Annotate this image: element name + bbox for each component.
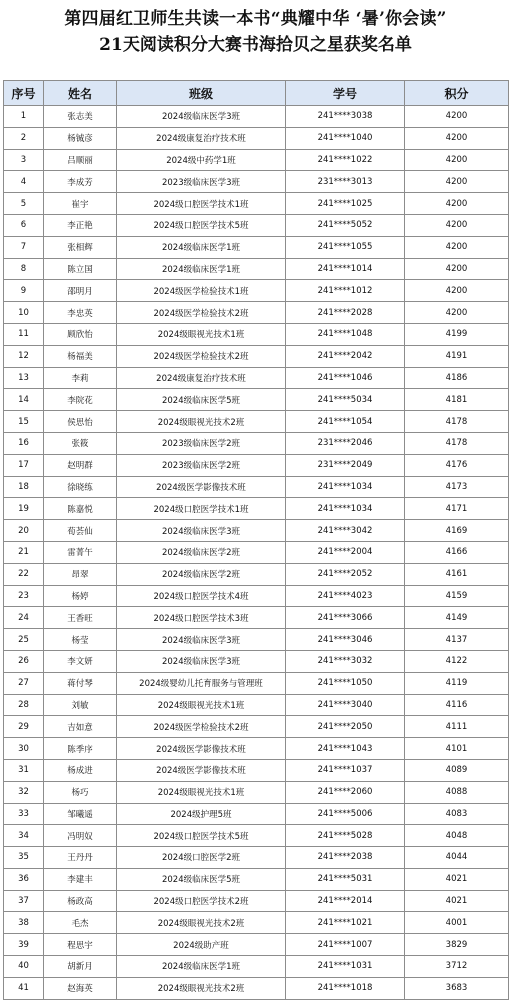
- cell-student-id: 241****1031: [286, 956, 405, 978]
- cell-student-id: 241****1014: [286, 258, 405, 280]
- cell-class: 2024级医学检验技术1班: [117, 280, 286, 302]
- cell-class: 2024级眼视光技术1班: [117, 323, 286, 345]
- header-class: 班级: [117, 81, 286, 106]
- cell-name: 杨政高: [44, 890, 117, 912]
- table-row: [4, 432, 509, 454]
- table-row: [4, 498, 509, 520]
- cell-name: 李建丰: [44, 868, 117, 890]
- table-row: [4, 345, 509, 367]
- cell-class: 2024级医学检验技术2班: [117, 345, 286, 367]
- cell-student-id: 241****2050: [286, 716, 405, 738]
- cell-student-id: 241****5028: [286, 825, 405, 847]
- cell-index: 17: [4, 454, 44, 476]
- cell-student-id: 241****1050: [286, 672, 405, 694]
- table-row: [4, 171, 509, 193]
- cell-index: 41: [4, 977, 44, 999]
- table-row: [4, 759, 509, 781]
- cell-name: 毛杰: [44, 912, 117, 934]
- cell-name: 赵明群: [44, 454, 117, 476]
- cell-score: 4083: [405, 803, 509, 825]
- header-index: 序号: [4, 81, 44, 106]
- cell-class: 2024级眼视光技术1班: [117, 694, 286, 716]
- cell-index: 4: [4, 171, 44, 193]
- cell-name: 李成芳: [44, 171, 117, 193]
- cell-student-id: 231****2046: [286, 432, 405, 454]
- table-row: [4, 956, 509, 978]
- table-row: [4, 236, 509, 258]
- cell-class: 2024级口腔医学技术1班: [117, 193, 286, 215]
- cell-class: 2024级医学检验技术2班: [117, 302, 286, 324]
- cell-class: 2024级医学影像技术班: [117, 476, 286, 498]
- cell-index: 19: [4, 498, 44, 520]
- cell-index: 26: [4, 650, 44, 672]
- table-row: [4, 934, 509, 956]
- cell-name: 胡新月: [44, 956, 117, 978]
- table-row: [4, 716, 509, 738]
- cell-student-id: 241****1048: [286, 323, 405, 345]
- table-row: [4, 476, 509, 498]
- table-row: [4, 847, 509, 869]
- table-row: [4, 389, 509, 411]
- cell-name: 徐晓练: [44, 476, 117, 498]
- cell-score: 4048: [405, 825, 509, 847]
- cell-score: 4101: [405, 738, 509, 760]
- cell-index: 24: [4, 607, 44, 629]
- table-row: [4, 563, 509, 585]
- cell-index: 40: [4, 956, 44, 978]
- cell-score: 4089: [405, 759, 509, 781]
- cell-name: 吕顺丽: [44, 149, 117, 171]
- cell-name: 李莉: [44, 367, 117, 389]
- cell-name: 陈季序: [44, 738, 117, 760]
- cell-name: 冯明奴: [44, 825, 117, 847]
- cell-score: 4116: [405, 694, 509, 716]
- cell-index: 13: [4, 367, 44, 389]
- cell-class: 2024级助产班: [117, 934, 286, 956]
- table-row: [4, 694, 509, 716]
- table-row: [4, 280, 509, 302]
- cell-name: 张筱: [44, 432, 117, 454]
- cell-score: 4021: [405, 890, 509, 912]
- table-row: [4, 323, 509, 345]
- cell-score: 4161: [405, 563, 509, 585]
- cell-student-id: 241****5034: [286, 389, 405, 411]
- cell-class: 2024级口腔医学技术5班: [117, 825, 286, 847]
- table-row: [4, 803, 509, 825]
- cell-score: 4166: [405, 541, 509, 563]
- cell-score: 4149: [405, 607, 509, 629]
- cell-student-id: 241****1018: [286, 977, 405, 999]
- cell-name: 王丹丹: [44, 847, 117, 869]
- table-row: [4, 367, 509, 389]
- cell-index: 21: [4, 541, 44, 563]
- cell-class: 2024级口腔医学技术5班: [117, 214, 286, 236]
- cell-name: 邹曦遥: [44, 803, 117, 825]
- cell-class: 2024级医学影像技术班: [117, 738, 286, 760]
- cell-name: 昂翠: [44, 563, 117, 585]
- cell-class: 2024级口腔医学技术4班: [117, 585, 286, 607]
- cell-name: 张相辉: [44, 236, 117, 258]
- table-row: [4, 629, 509, 651]
- cell-score: 4159: [405, 585, 509, 607]
- cell-index: 25: [4, 629, 44, 651]
- cell-score: 3712: [405, 956, 509, 978]
- cell-student-id: 241****3038: [286, 106, 405, 128]
- cell-score: 4200: [405, 106, 509, 128]
- cell-index: 7: [4, 236, 44, 258]
- table-row: [4, 781, 509, 803]
- table-row: [4, 868, 509, 890]
- cell-score: 4200: [405, 127, 509, 149]
- cell-class: 2024级临床医学5班: [117, 868, 286, 890]
- cell-student-id: 241****1022: [286, 149, 405, 171]
- cell-class: 2024级康复治疗技术班: [117, 127, 286, 149]
- cell-student-id: 241****1040: [286, 127, 405, 149]
- cell-student-id: 241****3040: [286, 694, 405, 716]
- cell-student-id: 241****2060: [286, 781, 405, 803]
- cell-class: 2024级临床医学3班: [117, 106, 286, 128]
- table-row: [4, 214, 509, 236]
- cell-class: 2024级临床医学3班: [117, 629, 286, 651]
- cell-class: 2024级医学影像技术班: [117, 759, 286, 781]
- cell-student-id: 241****1012: [286, 280, 405, 302]
- cell-class: 2024级临床医学2班: [117, 563, 286, 585]
- cell-index: 27: [4, 672, 44, 694]
- cell-score: 3683: [405, 977, 509, 999]
- cell-score: 4199: [405, 323, 509, 345]
- cell-class: 2024级医学检验技术2班: [117, 716, 286, 738]
- title-line-2: 21天阅读积分大赛书海拾贝之星获奖名单: [99, 35, 412, 55]
- table-row: [4, 541, 509, 563]
- cell-class: 2024级眼视光技术2班: [117, 977, 286, 999]
- cell-index: 1: [4, 106, 44, 128]
- cell-student-id: 241****2042: [286, 345, 405, 367]
- table-row: [4, 258, 509, 280]
- cell-student-id: 241****1021: [286, 912, 405, 934]
- cell-name: 荀荟仙: [44, 520, 117, 542]
- cell-index: 18: [4, 476, 44, 498]
- cell-index: 33: [4, 803, 44, 825]
- cell-index: 36: [4, 868, 44, 890]
- cell-class: 2023级临床医学2班: [117, 454, 286, 476]
- cell-class: 2024级临床医学3班: [117, 650, 286, 672]
- cell-student-id: 231****3013: [286, 171, 405, 193]
- cell-student-id: 231****2049: [286, 454, 405, 476]
- cell-index: 32: [4, 781, 44, 803]
- cell-name: 李院花: [44, 389, 117, 411]
- cell-student-id: 241****1007: [286, 934, 405, 956]
- cell-index: 11: [4, 323, 44, 345]
- cell-class: 2024级口腔医学技术3班: [117, 607, 286, 629]
- document-title: [0, 0, 511, 58]
- cell-score: 4200: [405, 302, 509, 324]
- cell-student-id: 241****2004: [286, 541, 405, 563]
- cell-score: 4200: [405, 171, 509, 193]
- cell-name: 杨铖彦: [44, 127, 117, 149]
- cell-index: 10: [4, 302, 44, 324]
- cell-name: 赵海英: [44, 977, 117, 999]
- table-row: [4, 520, 509, 542]
- cell-index: 29: [4, 716, 44, 738]
- table-row: [4, 149, 509, 171]
- cell-class: 2024级口腔医学2班: [117, 847, 286, 869]
- cell-score: 4137: [405, 629, 509, 651]
- cell-score: 4200: [405, 214, 509, 236]
- cell-class: 2024级临床医学1班: [117, 956, 286, 978]
- cell-student-id: 241****1034: [286, 476, 405, 498]
- cell-student-id: 241****5006: [286, 803, 405, 825]
- cell-name: 李文妍: [44, 650, 117, 672]
- cell-name: 杨婷: [44, 585, 117, 607]
- cell-name: 杨福美: [44, 345, 117, 367]
- cell-score: 4200: [405, 193, 509, 215]
- title-line-1: 第四届红卫师生共读一本书“典耀中华 ‘暑’你会读”: [64, 9, 447, 29]
- cell-class: 2023级临床医学2班: [117, 432, 286, 454]
- cell-index: 12: [4, 345, 44, 367]
- cell-class: 2024级临床医学2班: [117, 541, 286, 563]
- cell-index: 34: [4, 825, 44, 847]
- cell-index: 20: [4, 520, 44, 542]
- cell-name: 程思宇: [44, 934, 117, 956]
- cell-class: 2024级康复治疗技术班: [117, 367, 286, 389]
- cell-index: 3: [4, 149, 44, 171]
- cell-score: 4111: [405, 716, 509, 738]
- cell-score: 4200: [405, 280, 509, 302]
- cell-student-id: 241****1034: [286, 498, 405, 520]
- table-row: [4, 738, 509, 760]
- cell-name: 顾欣怡: [44, 323, 117, 345]
- cell-student-id: 241****5031: [286, 868, 405, 890]
- cell-name: 吉如意: [44, 716, 117, 738]
- cell-index: 30: [4, 738, 44, 760]
- cell-index: 37: [4, 890, 44, 912]
- cell-index: 31: [4, 759, 44, 781]
- cell-index: 28: [4, 694, 44, 716]
- table-row: [4, 672, 509, 694]
- cell-score: 4191: [405, 345, 509, 367]
- table-row: [4, 106, 509, 128]
- table-row: [4, 607, 509, 629]
- cell-score: 4178: [405, 411, 509, 433]
- cell-score: 4178: [405, 432, 509, 454]
- cell-name: 李正艳: [44, 214, 117, 236]
- cell-score: 4044: [405, 847, 509, 869]
- cell-score: 4173: [405, 476, 509, 498]
- cell-index: 39: [4, 934, 44, 956]
- cell-index: 6: [4, 214, 44, 236]
- cell-index: 35: [4, 847, 44, 869]
- cell-index: 16: [4, 432, 44, 454]
- cell-name: 陈嘉悦: [44, 498, 117, 520]
- cell-student-id: 241****5052: [286, 214, 405, 236]
- cell-class: 2024级中药学1班: [117, 149, 286, 171]
- table-row: [4, 912, 509, 934]
- cell-score: 4181: [405, 389, 509, 411]
- cell-score: 4186: [405, 367, 509, 389]
- cell-score: 4122: [405, 650, 509, 672]
- table-row: [4, 411, 509, 433]
- header-name: 姓名: [44, 81, 117, 106]
- table-body: [4, 106, 509, 1000]
- table-header: [4, 81, 509, 106]
- cell-name: 杨巧: [44, 781, 117, 803]
- cell-name: 杨莹: [44, 629, 117, 651]
- table-row: [4, 890, 509, 912]
- cell-class: 2024级口腔医学技术2班: [117, 890, 286, 912]
- cell-name: 陈立国: [44, 258, 117, 280]
- cell-class: 2024级临床医学3班: [117, 520, 286, 542]
- cell-student-id: 241****1025: [286, 193, 405, 215]
- cell-score: 4200: [405, 149, 509, 171]
- cell-student-id: 241****2038: [286, 847, 405, 869]
- cell-student-id: 241****1037: [286, 759, 405, 781]
- cell-score: 3829: [405, 934, 509, 956]
- cell-student-id: 241****3046: [286, 629, 405, 651]
- cell-student-id: 241****1054: [286, 411, 405, 433]
- cell-student-id: 241****1043: [286, 738, 405, 760]
- cell-class: 2024级眼视光技术2班: [117, 912, 286, 934]
- cell-name: 刘敏: [44, 694, 117, 716]
- cell-index: 8: [4, 258, 44, 280]
- table-row: [4, 650, 509, 672]
- cell-class: 2024级口腔医学技术1班: [117, 498, 286, 520]
- cell-class: 2023级临床医学3班: [117, 171, 286, 193]
- header-row: [4, 81, 509, 106]
- cell-score: 4021: [405, 868, 509, 890]
- cell-student-id: 241****3042: [286, 520, 405, 542]
- table-row: [4, 193, 509, 215]
- table-row: [4, 127, 509, 149]
- cell-score: 4200: [405, 258, 509, 280]
- cell-index: 23: [4, 585, 44, 607]
- cell-score: 4169: [405, 520, 509, 542]
- table-row: [4, 585, 509, 607]
- cell-class: 2024级护理5班: [117, 803, 286, 825]
- cell-score: 4200: [405, 236, 509, 258]
- cell-score: 4088: [405, 781, 509, 803]
- cell-index: 2: [4, 127, 44, 149]
- cell-index: 14: [4, 389, 44, 411]
- cell-name: 邵明月: [44, 280, 117, 302]
- winners-table: [3, 80, 509, 1000]
- header-score: 积分: [405, 81, 509, 106]
- cell-class: 2024级婴幼儿托育服务与管理班: [117, 672, 286, 694]
- cell-student-id: 241****1055: [286, 236, 405, 258]
- header-student-id: 学号: [286, 81, 405, 106]
- cell-student-id: 241****2014: [286, 890, 405, 912]
- cell-student-id: 241****2028: [286, 302, 405, 324]
- cell-class: 2024级眼视光技术2班: [117, 411, 286, 433]
- cell-class: 2024级临床医学1班: [117, 236, 286, 258]
- cell-class: 2024级临床医学5班: [117, 389, 286, 411]
- table-row: [4, 825, 509, 847]
- cell-name: 王香旺: [44, 607, 117, 629]
- cell-name: 杨成进: [44, 759, 117, 781]
- cell-student-id: 241****4023: [286, 585, 405, 607]
- cell-index: 15: [4, 411, 44, 433]
- cell-student-id: 241****2052: [286, 563, 405, 585]
- cell-score: 4001: [405, 912, 509, 934]
- cell-index: 22: [4, 563, 44, 585]
- table-row: [4, 977, 509, 999]
- cell-score: 4119: [405, 672, 509, 694]
- cell-index: 38: [4, 912, 44, 934]
- cell-index: 5: [4, 193, 44, 215]
- cell-name: 李忠英: [44, 302, 117, 324]
- cell-student-id: 241****3066: [286, 607, 405, 629]
- cell-class: 2024级眼视光技术1班: [117, 781, 286, 803]
- cell-class: 2024级临床医学1班: [117, 258, 286, 280]
- cell-name: 崔宇: [44, 193, 117, 215]
- table-row: [4, 454, 509, 476]
- cell-score: 4171: [405, 498, 509, 520]
- cell-name: 雷菁午: [44, 541, 117, 563]
- cell-name: 张志美: [44, 106, 117, 128]
- cell-score: 4176: [405, 454, 509, 476]
- cell-index: 9: [4, 280, 44, 302]
- table-row: [4, 302, 509, 324]
- cell-student-id: 241****3032: [286, 650, 405, 672]
- cell-name: 蒋付琴: [44, 672, 117, 694]
- cell-student-id: 241****1046: [286, 367, 405, 389]
- cell-name: 侯思怡: [44, 411, 117, 433]
